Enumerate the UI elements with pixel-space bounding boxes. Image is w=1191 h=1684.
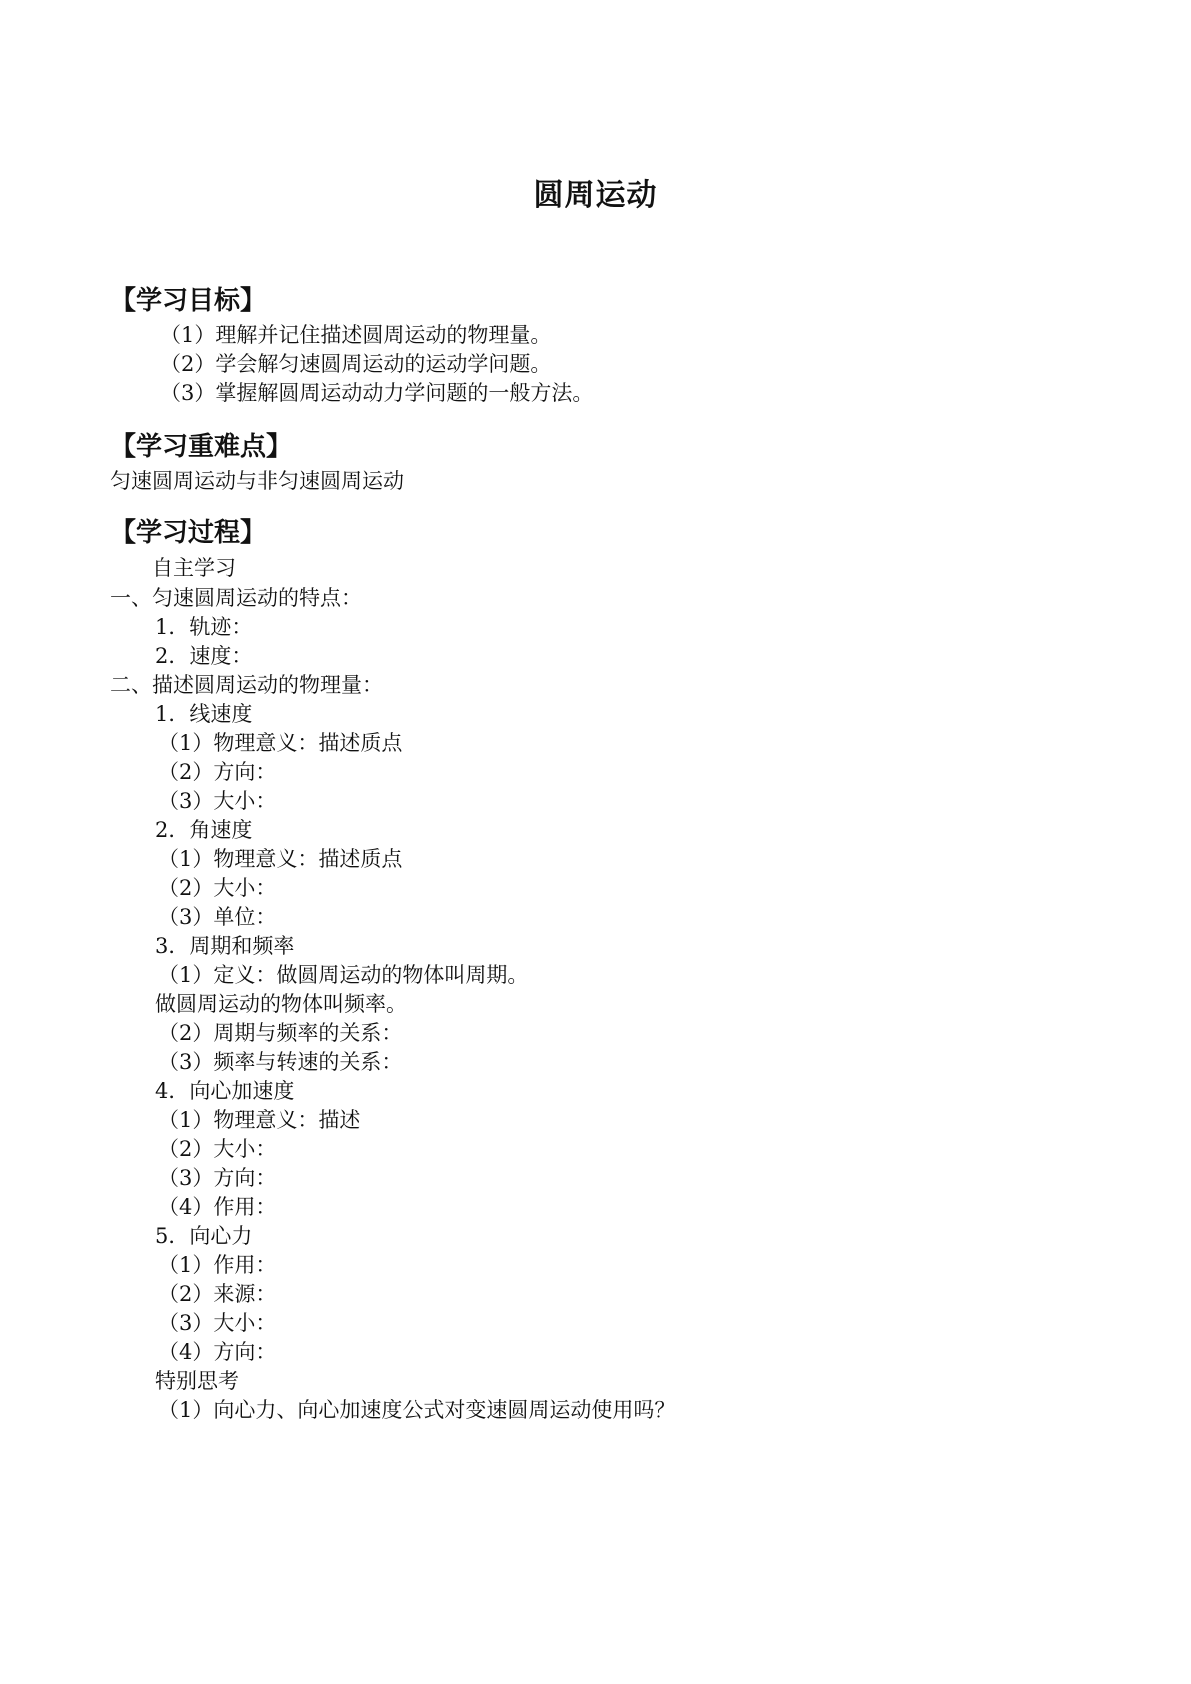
page-title: 圆周运动 (533, 178, 658, 213)
process-line: （1）物理意义：描述质点 (158, 847, 403, 871)
process-line: （1）作用： (158, 1253, 277, 1277)
process-line: （1）向心力、向心加速度公式对变速圆周运动使用吗？ (158, 1398, 676, 1422)
process-heading: 【学习过程】 (110, 518, 267, 548)
process-line: 做圆周运动的物体叫频率。 (155, 992, 407, 1016)
process-line: （4）作用： (158, 1195, 277, 1219)
process-line: （3）方向： (158, 1166, 277, 1190)
process-line: 二、描述圆周运动的物理量： (110, 673, 383, 697)
process-line: （3）频率与转速的关系： (158, 1050, 403, 1074)
process-line: 2．速度： (155, 644, 253, 668)
process-line: 一、匀速圆周运动的特点： (110, 586, 362, 610)
key-points-heading: 【学习重难点】 (110, 432, 293, 462)
process-line: 3．周期和频率 (155, 934, 295, 958)
objective-item-1: （1）理解并记住描述圆周运动的物理量。 (160, 323, 552, 347)
objective-item-2: （2）学会解匀速圆周运动的运动学问题。 (160, 352, 552, 376)
process-line: （1）物理意义：描述质点 (158, 731, 403, 755)
process-line: （3）大小： (158, 789, 277, 813)
process-line: （1）定义：做圆周运动的物体叫周期。 (158, 963, 529, 987)
process-line: （2）周期与频率的关系： (158, 1021, 403, 1045)
process-line: （2）来源： (158, 1282, 277, 1306)
process-line: 自主学习 (152, 556, 236, 580)
objective-item-3: （3）掌握解圆周运动动力学问题的一般方法。 (160, 381, 594, 405)
process-line: 特别思考 (155, 1369, 239, 1393)
process-line: （3）单位： (158, 905, 277, 929)
process-line: 5．向心力 (155, 1224, 253, 1248)
process-line: （3）大小： (158, 1311, 277, 1335)
objectives-heading: 【学习目标】 (110, 286, 267, 316)
process-line: （4）方向： (158, 1340, 277, 1364)
process-line: （1）物理意义：描述 (158, 1108, 361, 1132)
process-line: （2）大小： (158, 1137, 277, 1161)
process-line: 4．向心加速度 (155, 1079, 295, 1103)
process-line: 2．角速度 (155, 818, 253, 842)
process-line: （2）方向： (158, 760, 277, 784)
process-line: 1．线速度 (155, 702, 253, 726)
process-line: 1．轨迹： (155, 615, 253, 639)
process-line: （2）大小： (158, 876, 277, 900)
key-points-text: 匀速圆周运动与非匀速圆周运动 (110, 469, 404, 493)
